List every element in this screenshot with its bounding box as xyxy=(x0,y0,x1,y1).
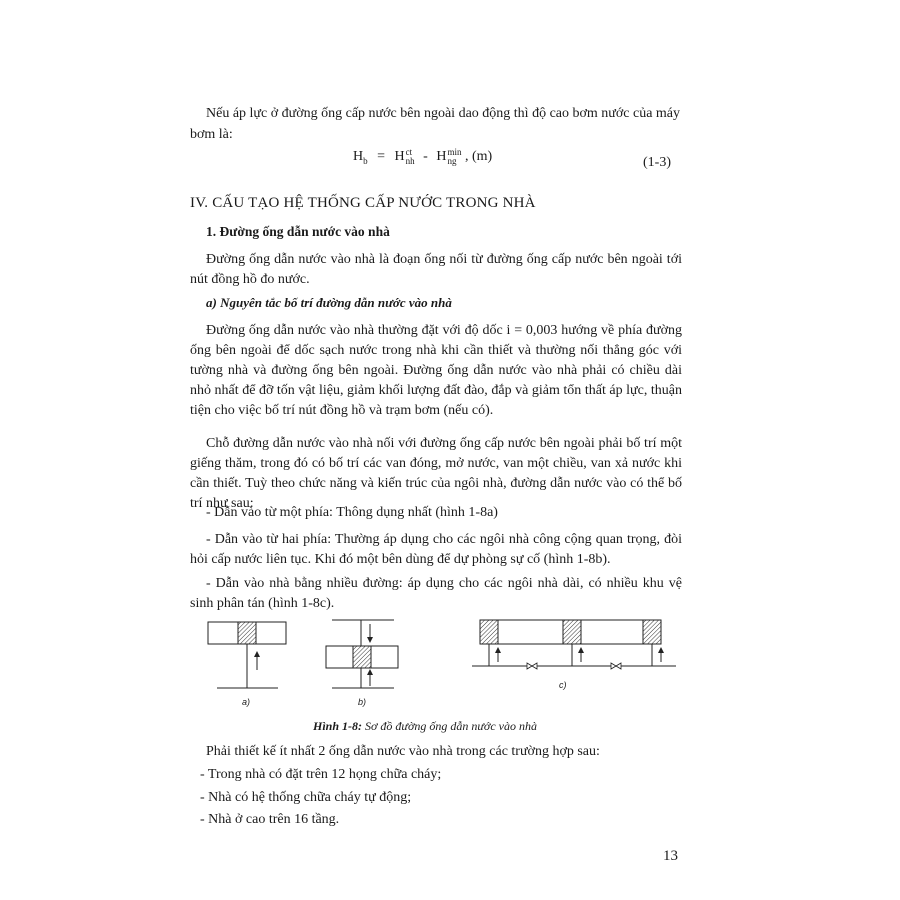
section-title: IV. CẤU TẠO HỆ THỐNG CẤP NƯỚC TRONG NHÀ xyxy=(190,195,536,211)
page-number: 13 xyxy=(663,848,678,864)
figure-a-one-side xyxy=(208,622,286,688)
closing-intro: Phải thiết kế ít nhất 2 ống dẫn nước vào nhà trong các trường hợp sau: xyxy=(206,744,600,759)
bullet-one-side: - Dẫn vào từ một phía: Thông dụng nhất (hình 1-8a) xyxy=(206,505,498,520)
closing-bullet-3: - Nhà ở cao trên 16 tầng. xyxy=(200,812,340,827)
formula-lhs-sub: b xyxy=(363,156,368,167)
figure-caption-label: Hình 1-8: xyxy=(313,719,363,733)
hatched-wall-c-3 xyxy=(643,620,661,644)
formula-term1-sub: nh xyxy=(405,156,415,166)
closing-bullet-1: - Trong nhà có đặt trên 12 họng chữa cháy; xyxy=(200,767,442,782)
figure-label-a: a) xyxy=(242,697,251,707)
formula-term1-sup: ct xyxy=(405,147,413,157)
subsection-a-paragraph-2: Chỗ đường dẫn nước vào nhà nối với đường ống cấp nước bên ngoài phải bố trí một giếng thăm, trong đó có bố trí các van đóng, mở nước, van một chiều, van xả nước khi cần thiết. Tuỳ theo chức năng và kiến trúc của ngôi nhà, đường dẫn nước vào có thể bố trí như sau: xyxy=(190,436,682,511)
figure-caption xyxy=(313,719,537,734)
formula-lhs: H xyxy=(353,149,364,165)
formula-term1: H xyxy=(394,149,405,165)
formula-1-3 xyxy=(353,148,492,166)
formula-term2-sub: ng xyxy=(447,156,457,166)
subsection-1-title: 1. Đường ống dẫn nước vào nhà xyxy=(206,224,390,239)
formula-unit: , (m) xyxy=(464,149,493,165)
formula-eq: = xyxy=(377,149,386,165)
intro-line-2: bơm là: xyxy=(190,127,233,142)
formula-number: (1-3) xyxy=(643,155,671,170)
valve-c-1 xyxy=(527,663,537,669)
formula-minus: - xyxy=(423,149,428,165)
figure-label-b: b) xyxy=(358,697,367,707)
figure-label-c: c) xyxy=(559,680,567,690)
subsection-1-paragraph: Đường ống dẫn nước vào nhà là đoạn ống nối từ đường ống cấp nước bên ngoài tới nút đồng hồ đo nước. xyxy=(190,252,682,287)
bullet-two-sides: - Dẫn vào từ hai phía: Thường áp dụng cho các ngôi nhà công cộng quan trọng, đòi hỏi cấp nước liên tục. Khi đó một bên dùng để dự phòng sự cố (hình 1-8b). xyxy=(190,532,682,567)
hatched-wall-b xyxy=(353,646,371,668)
figure-c-multiple xyxy=(472,620,676,669)
figure-1-8-diagram xyxy=(0,608,900,718)
subsection-a-paragraph-1: Đường ống dẫn nước vào nhà thường đặt với độ dốc i = 0,003 hướng về phía đường ống bên ngoài để dốc sạch nước trong nhà khi cần thiết và thường nối thẳng góc với tường nhà và đường ống bên ngoài. Đường ống dẫn nước vào nhà phải có chiều dài nhỏ nhất để đỡ tốn vật liệu, giảm khối lượng đất đào, đắp và giảm tổn thất áp lực, thuận tiện cho việc bố trí nút đồng hồ và trạm bơm (nếu có). xyxy=(190,323,682,418)
hatched-wall-c-1 xyxy=(480,620,498,644)
figure-b-two-sides xyxy=(326,620,398,688)
figure-caption-text: Sơ đồ đường ống dẫn nước vào nhà xyxy=(362,719,537,733)
closing-bullet-2: - Nhà có hệ thống chữa cháy tự động; xyxy=(200,790,412,805)
valve-c-2 xyxy=(611,663,621,669)
formula-term2: H xyxy=(436,149,447,165)
subsection-a-title: a) Nguyên tắc bố trí đường dẫn nước vào nhà xyxy=(206,295,452,310)
hatched-wall-a xyxy=(238,622,256,644)
bullet-multiple: - Dẫn vào nhà bằng nhiều đường: áp dụng cho các ngôi nhà dài, có nhiều khu vệ sinh phân tán (hình 1-8c). xyxy=(190,576,682,611)
intro-line-1: Nếu áp lực ở đường ống cấp nước bên ngoài dao động thì độ cao bơm nước của máy xyxy=(206,106,681,121)
formula-term2-sup: min xyxy=(447,147,462,157)
hatched-wall-c-2 xyxy=(563,620,581,644)
